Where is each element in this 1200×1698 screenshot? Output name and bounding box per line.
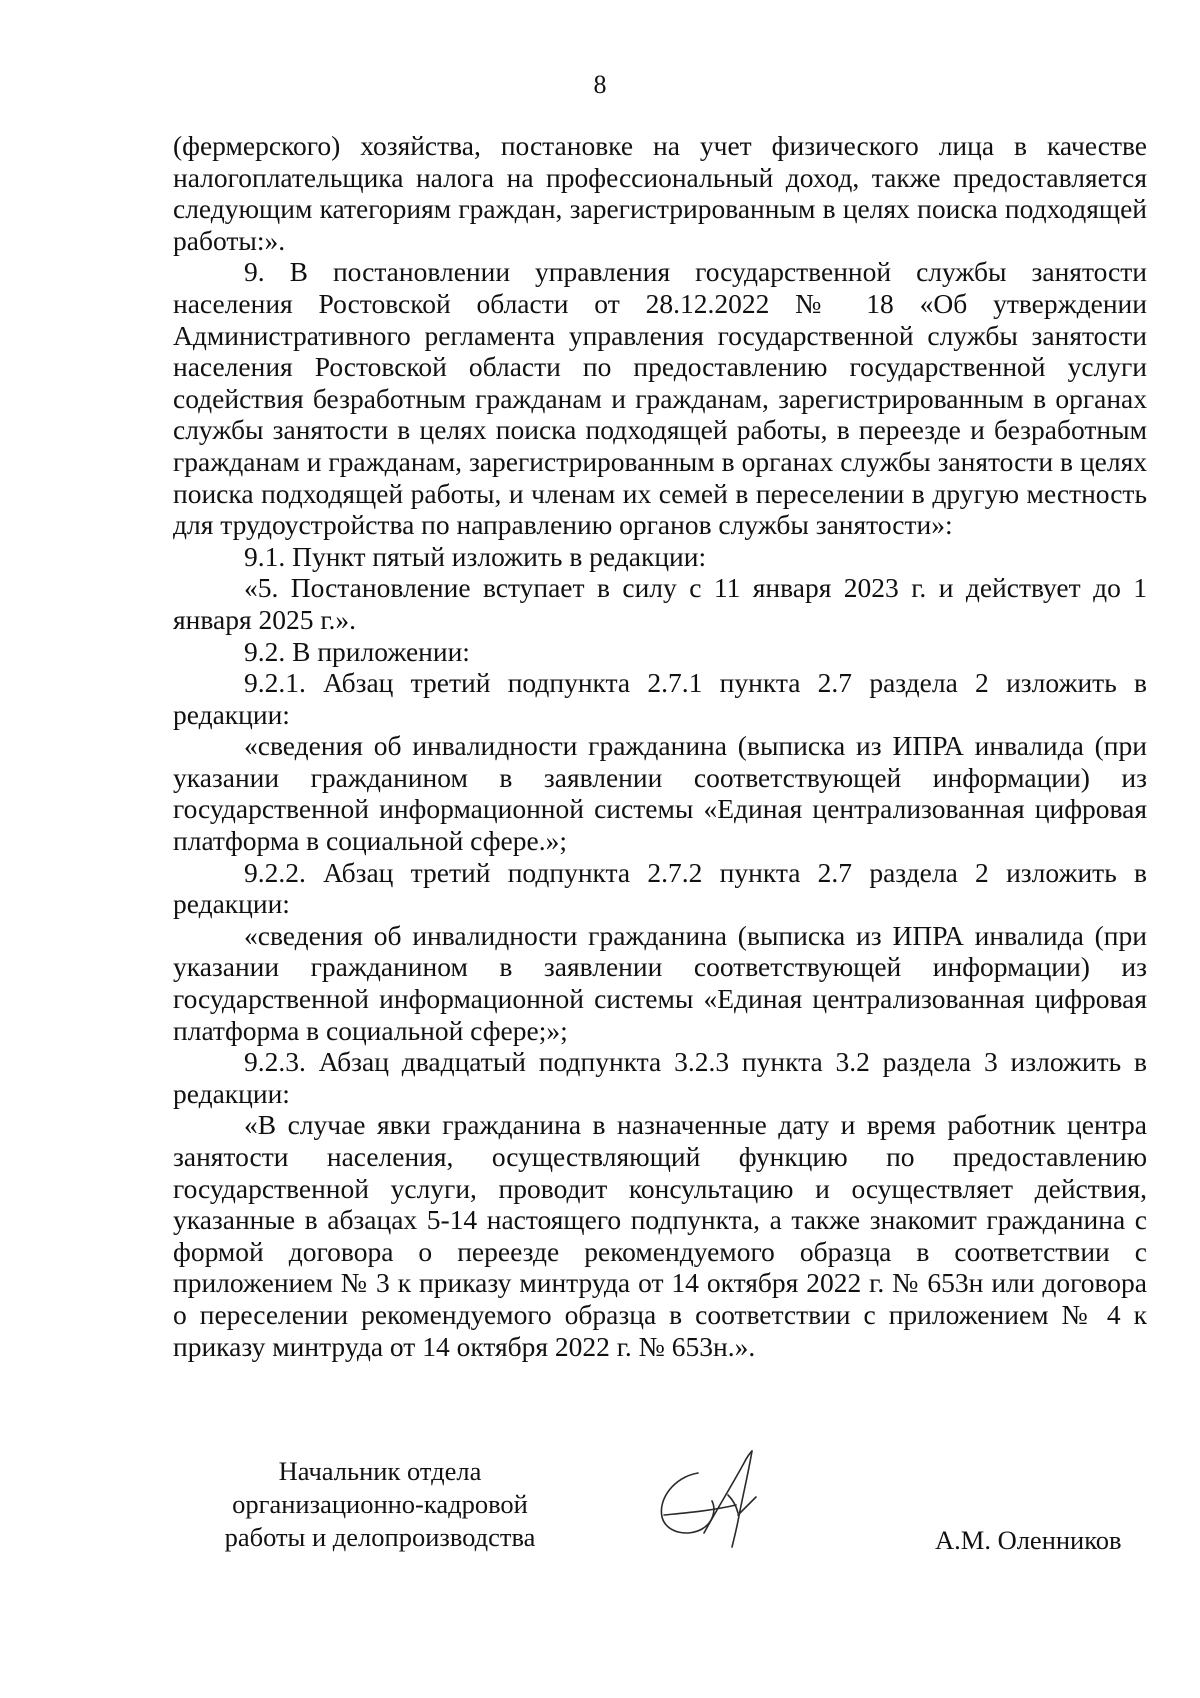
document-body [173,130,1147,1362]
paragraph-item-9-2-1: 9.2.1. Абзац третий подпункта 2.7.1 пункта 2.7 раздела 2 изложить в редакции: [173,667,1147,730]
paragraph-item-9-2-3: 9.2.3. Абзац двадцатый подпункта 3.2.3 пункта 3.2 раздела 3 изложить в редакции: [173,1046,1147,1109]
paragraph-item-9-2: 9.2. В приложении: [244,635,470,667]
position-line: работы и делопроизводства [224,1522,536,1552]
signatory-position [180,1455,580,1554]
handwritten-signature-icon [640,1425,790,1575]
paragraph-item-9: 9. В постановлении управления государственной службы занятости населения Ростовской области от 28.12.2022 № 18 «Об утверждении Административного регламента управления государственной службы занятости населения Ростовской области по предоставлению государственной услуги содействия безработным гражданам и гражданам, зарегистрированным в органах службы занятости в целях поиска подходящей работы, в переезде и безработным гражданам и гражданам, зарегистрированным в органах службы занятости в целях поиска подходящей работы, и членам их семей в переселении в другую местность для трудоустройства по направлению органов службы занятости»: [173,256,1147,541]
paragraph-quote-9-2-3: «В случае явки гражданина в назначенные дату и время работник центра занятости населения, осуществляющий функцию по предоставлению государственной услуги, проводит консультацию и осуществляет действия, указанные в абзацах 5-14 настоящего подпункта, а также знакомит гражданина с формой договора о переезде рекомендуемого образца в соответствии с приложением № 3 к приказу минтруда от 14 октября 2022 г. № 653н или договора о переселении рекомендуемого образца в соответствии с приложением № 4 к приказу минтруда от 14 октября 2022 г. № 653н.». [173,1109,1147,1362]
paragraph-quote-9-2-1: «сведения об инвалидности гражданина (выписка из ИПРА инвалида (при указании гражданином в заявлении соответствующей информации) из государственной информационной системы «Единая централизованная цифровая платформа в социальной сфере.»; [173,730,1147,857]
paragraph-continuation: (фермерского) хозяйства, постановке на учет физического лица в качестве налогоплательщика налога на профессиональный доход, также предоставляется следующим категориям граждан, зарегистрированным в целях поиска подходящей работы:». [173,130,1147,256]
paragraph-item-9-2-2: 9.2.2. Абзац третий подпункта 2.7.2 пункта 2.7 раздела 2 изложить в редакции: [173,856,1147,920]
page-number: 8 [593,70,607,99]
paragraph-quote-9-2-2: «сведения об инвалидности гражданина (выписка из ИПРА инвалида (при указании гражданином в заявлении соответствующей информации) из государственной информационной системы «Единая централизованная цифровая платформа в социальной сфере;»; [173,919,1147,1046]
paragraph-quote-5: «5. Постановление вступает в силу с 11 января 2023 г. и действует до 1 января 2025 г.». [173,572,1147,635]
signer-name: А.М. Оленников [935,1525,1122,1555]
paragraph-item-9-1: 9.1. Пункт пятый изложить в редакции: [244,540,707,572]
position-line: Начальник отдела [278,1456,482,1486]
position-line: организационно-кадровой [232,1489,528,1519]
